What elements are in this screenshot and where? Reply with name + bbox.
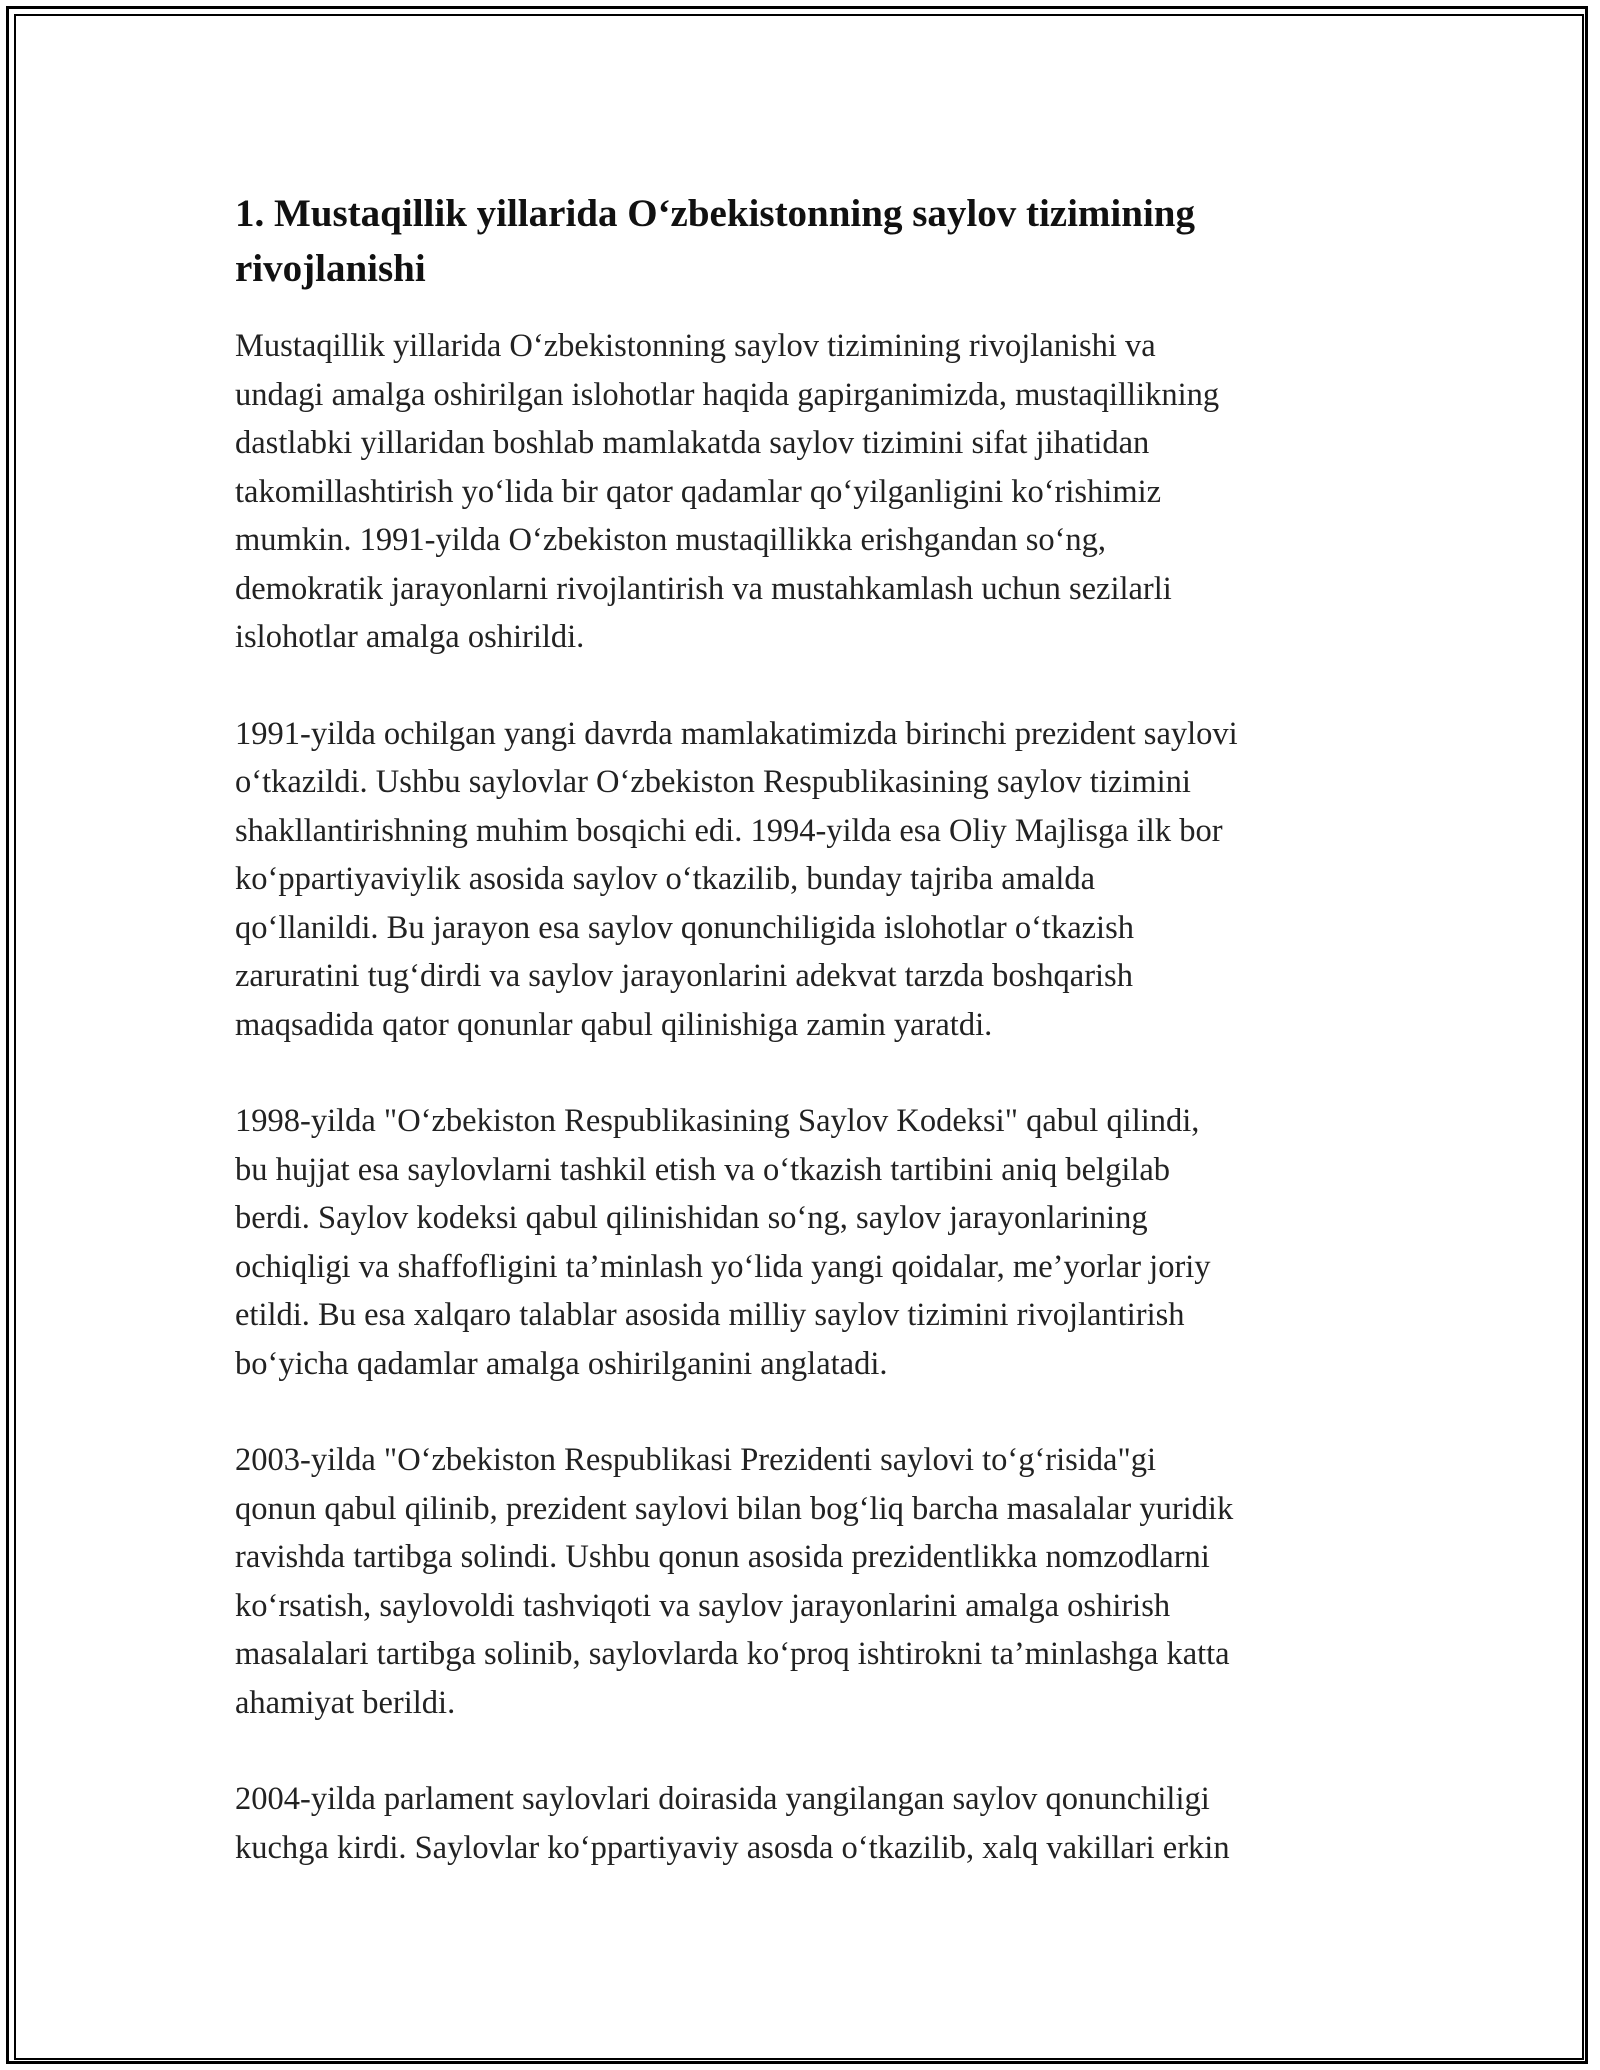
paragraph-line: 2004-yilda parlament saylovlari doirasida yangilangan saylov qonunchiligi [235, 1781, 1210, 1817]
paragraph-line: maqsadida qator qonunlar qabul qilinishiga zamin yaratdi. [235, 1006, 993, 1043]
paragraph-line: qonun qabul qilinib, prezident saylovi bilan bog‘liq barcha masalalar yuridik [235, 1490, 1234, 1527]
paragraph-line: masalalari tartibga solinib, saylovlarda ko‘proq ishtirokni ta’minlashga katta [235, 1636, 1230, 1672]
paragraph-line: kuchga kirdi. Saylovlar ko‘ppartiyaviy asosda o‘tkazilib, xalq vakillari erkin [235, 1829, 1230, 1866]
paragraph-line: berdi. Saylov kodeksi qabul qilinishidan so‘ng, saylov jarayonlarining [235, 1200, 1148, 1236]
paragraph-line: zaruratini tug‘dirdi va saylov jarayonlarini adekvat tarzda boshqarish [235, 958, 1133, 994]
paragraph-line: takomillashtirish yo‘lida bir qator qadamlar qo‘yilganligini ko‘rishimiz [235, 473, 1162, 510]
paragraph-line: demokratik jarayonlarni rivojlantirish va mustahkamlash uchun sezilarli [235, 570, 1172, 607]
paragraph-line: etildi. Bu esa xalqaro talablar asosida milliy saylov tizimini rivojlantirish [235, 1297, 1185, 1333]
paragraph-line: qo‘llanildi. Bu jarayon esa saylov qonunchiligida islohotlar o‘tkazish [235, 909, 1134, 946]
paragraph-line: Mustaqillik yillarida O‘zbekistonning saylov tizimining rivojlanishi va [235, 328, 1156, 364]
paragraph [235, 1097, 1375, 1388]
paragraph-line: mumkin. 1991-yilda O‘zbekiston mustaqillikka erishgandan so‘ng, [235, 522, 1107, 558]
paragraph-line: shakllantirishning muhim bosqichi edi. 1994-yilda esa Oliy Majlisga ilk bor [235, 812, 1223, 849]
paragraph-line: ko‘ppartiyaviylik asosida saylov o‘tkazilib, bunday tajriba amalda [235, 861, 1096, 897]
section-heading [235, 186, 1375, 296]
paragraph-line: ochiqligi va shaffofligini ta’minlash yo‘lida yangi qoidalar, me’yorlar joriy [235, 1248, 1211, 1285]
paragraph [235, 1436, 1375, 1727]
paragraph-line: ravishda tartibga solindi. Ushbu qonun asosida prezidentlikka nomzodlarni [235, 1539, 1210, 1575]
paragraph [235, 710, 1375, 1050]
paragraph-line: bu hujjat esa saylovlarni tashkil etish va o‘tkazish tartibini aniq belgilab [235, 1151, 1171, 1188]
paragraph-line: undagi amalga oshirilgan islohotlar haqida gapirganimizda, mustaqillikning [235, 376, 1220, 413]
heading-line: 1. Mustaqillik yillarida O‘zbekistonning saylov tizimining [235, 192, 1195, 235]
paragraph-line: bo‘yicha qadamlar amalga oshirilganini anglatadi. [235, 1345, 888, 1382]
paragraph-line: 1998-yilda "O‘zbekiston Respublikasining Saylov Kodeksi" qabul qilindi, [235, 1103, 1200, 1139]
paragraph-line: ahamiyat berildi. [235, 1684, 456, 1721]
paragraph-line: o‘tkazildi. Ushbu saylovlar O‘zbekiston Respublikasining saylov tizimini [235, 764, 1191, 800]
paragraph-line: islohotlar amalga oshirildi. [235, 619, 585, 655]
paragraph-line: 1991-yilda ochilgan yangi davrda mamlakatimizda birinchi prezident saylovi [235, 715, 1238, 752]
paragraph [235, 1775, 1375, 1872]
document-body [235, 186, 1375, 1920]
paragraph [235, 322, 1375, 662]
heading-line: rivojlanishi [235, 247, 426, 290]
paragraph-line: 2003-yilda "O‘zbekiston Respublikasi Prezidenti saylovi to‘g‘risida"gi [235, 1442, 1157, 1478]
paragraph-line: ko‘rsatish, saylovoldi tashviqoti va saylov jarayonlarini amalga oshirish [235, 1587, 1171, 1624]
paragraph-line: dastlabki yillaridan boshlab mamlakatda saylov tizimini sifat jihatidan [235, 425, 1150, 461]
